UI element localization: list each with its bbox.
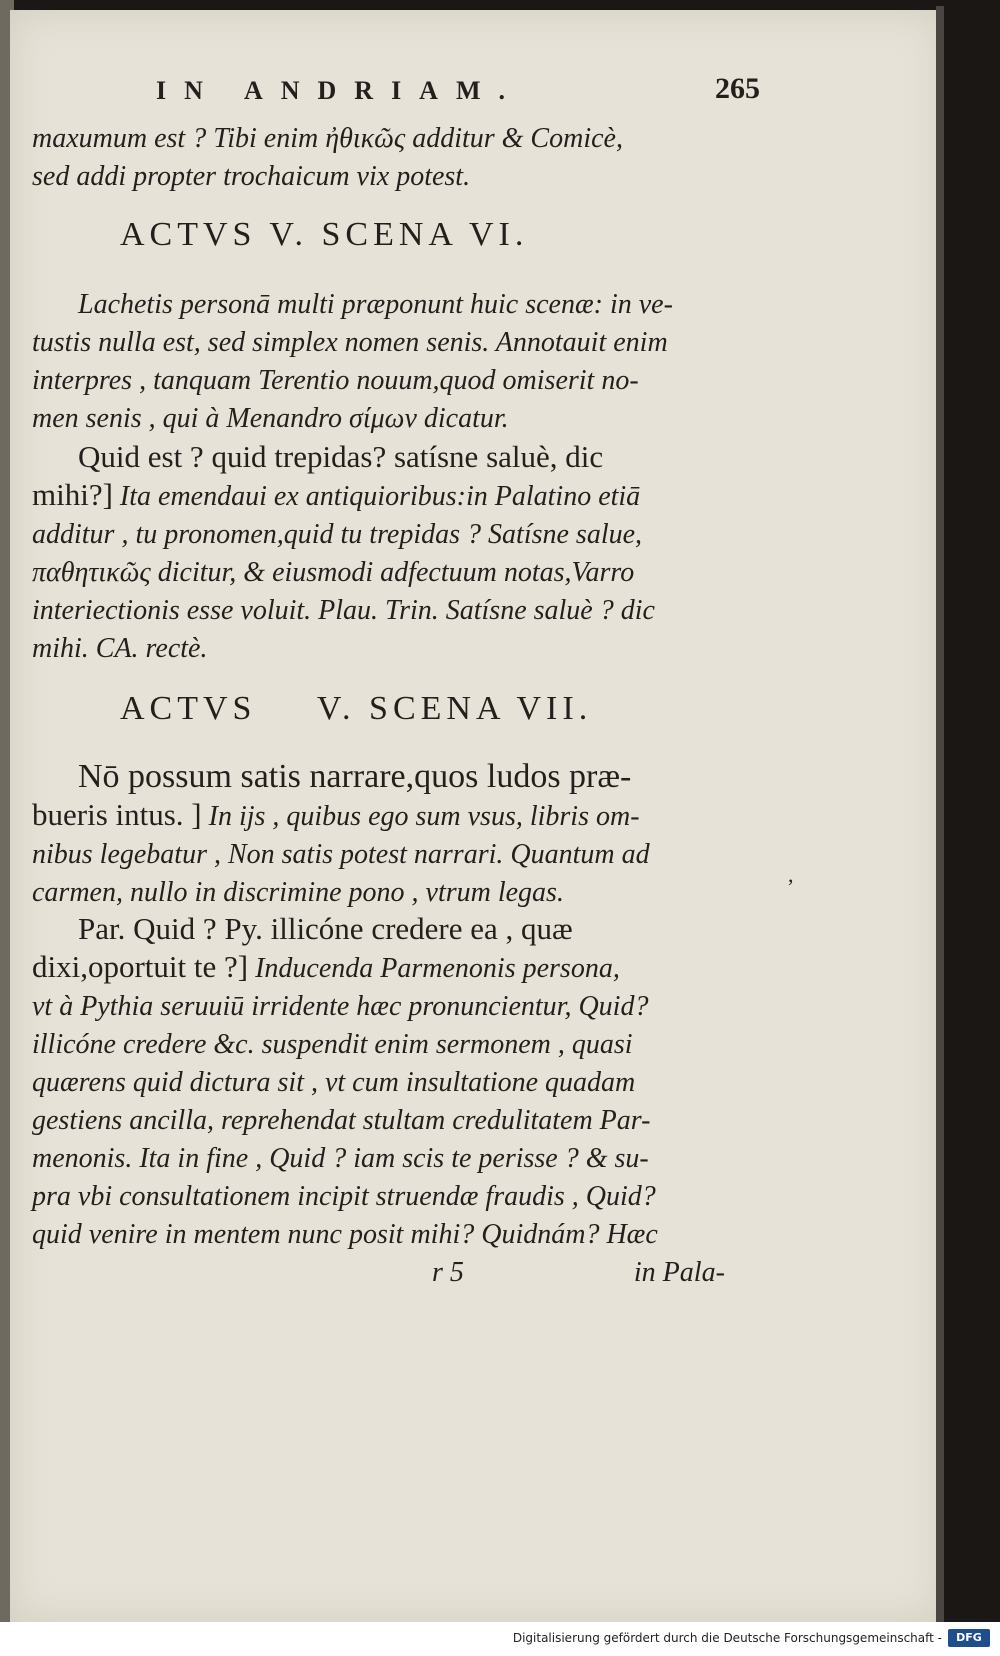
text-line: gestiens ancilla, reprehendat stultam credulitatem Par- xyxy=(32,1105,651,1136)
scene6-lemma xyxy=(32,438,752,668)
text-line: interpres , tanquam Terentio nouum,quod omiserit no- xyxy=(32,365,639,396)
text-line: sed addi propter trochaicum vix potest. xyxy=(32,161,471,192)
signature-mark: r 5 xyxy=(432,1257,464,1288)
lemma-tail: dixi,oportuit te ?] xyxy=(32,949,249,984)
text-line: mihi. CA. rectè. xyxy=(32,633,208,664)
text-line: παθητικῶς dicitur, & eiusmodi adfectuum notas,Varro xyxy=(32,557,635,588)
commentary-start: Inducenda Parmenonis persona, xyxy=(248,953,620,984)
scene7-lemma2 xyxy=(32,910,752,1292)
text-line: additur , tu pronomen,quid tu trepidas ? Satísne salue, xyxy=(32,519,643,550)
text-line: illicóne credere &c. suspendit enim sermonem , quasi xyxy=(32,1029,633,1060)
page-number: 265 xyxy=(715,72,760,105)
text-line: Lachetis personā multi præponunt huic scenæ: in ve- xyxy=(78,289,673,320)
lemma-tail: mihi?] xyxy=(32,477,113,512)
text-line: maxumum est ? Tibi enim ἠθικῶς additur & Comicè, xyxy=(32,123,623,154)
commentary-start: In ijs , quibus ego sum vsus, libris om- xyxy=(201,801,640,832)
text-line: menonis. Ita in fine , Quid ? iam scis te perisse ? & su- xyxy=(32,1143,649,1174)
margin-mark: , xyxy=(788,862,794,887)
footer-text: Digitalisierung gefördert durch die Deutsche Forschungsgemeinschaft - xyxy=(512,1631,942,1645)
lemma-line: Par. Quid ? Py. illicóne credere ea , quæ xyxy=(78,911,573,946)
lemma-tail: bueris intus. ] xyxy=(32,797,202,832)
text-line: nibus legebatur , Non satis potest narrari. Quantum ad xyxy=(32,839,650,870)
page-right-edge xyxy=(936,6,944,1626)
text-line: carmen, nullo in discrimine pono , vtrum legas. xyxy=(32,877,564,908)
lemma-line: Nō possum satis narrare,quos ludos præ- xyxy=(78,758,632,795)
scene-heading-7 xyxy=(120,690,592,728)
text-line: pra vbi consultationem incipit struendæ fraudis , Quid? xyxy=(32,1181,656,1212)
text-line: quærens quid dictura sit , vt cum insultatione quadam xyxy=(32,1067,636,1098)
commentary-start: Ita emendaui ex antiquioribus:in Palatino etiā xyxy=(112,481,641,512)
intro-paragraph xyxy=(32,120,752,196)
footer-line xyxy=(32,1254,752,1292)
lemma-line: Quid est ? quid trepidas? satísne saluè, dic xyxy=(78,439,604,474)
heading-right: V. SCENA VII. xyxy=(316,690,593,727)
digitization-footer xyxy=(0,1622,1000,1656)
text-line: tustis nulla est, sed simplex nomen senis. Annotauit enim xyxy=(32,327,668,358)
catchword: in Pala- xyxy=(633,1257,725,1288)
book-page xyxy=(10,10,942,1622)
text-line: quid venire in mentem nunc posit mihi? Quidnám? Hæc xyxy=(32,1219,658,1250)
scene-heading-6: ACTVS V. SCENA VI. xyxy=(120,216,529,253)
scene7-lemma1 xyxy=(32,758,752,912)
scene6-note xyxy=(32,286,752,438)
text-line: interiectionis esse voluit. Plau. Trin. Satísne saluè ? dic xyxy=(32,595,655,626)
running-head: IN ANDRIAM. xyxy=(156,76,523,105)
text-line: men senis , qui à Menandro σίμων dicatur. xyxy=(32,403,509,434)
heading-left: ACTVS xyxy=(120,690,257,727)
dfg-logo-icon: DFG xyxy=(948,1629,990,1647)
text-line: vt à Pythia seruuiū irridente hæc pronuncientur, Quid? xyxy=(32,991,649,1022)
page-header xyxy=(140,72,760,116)
